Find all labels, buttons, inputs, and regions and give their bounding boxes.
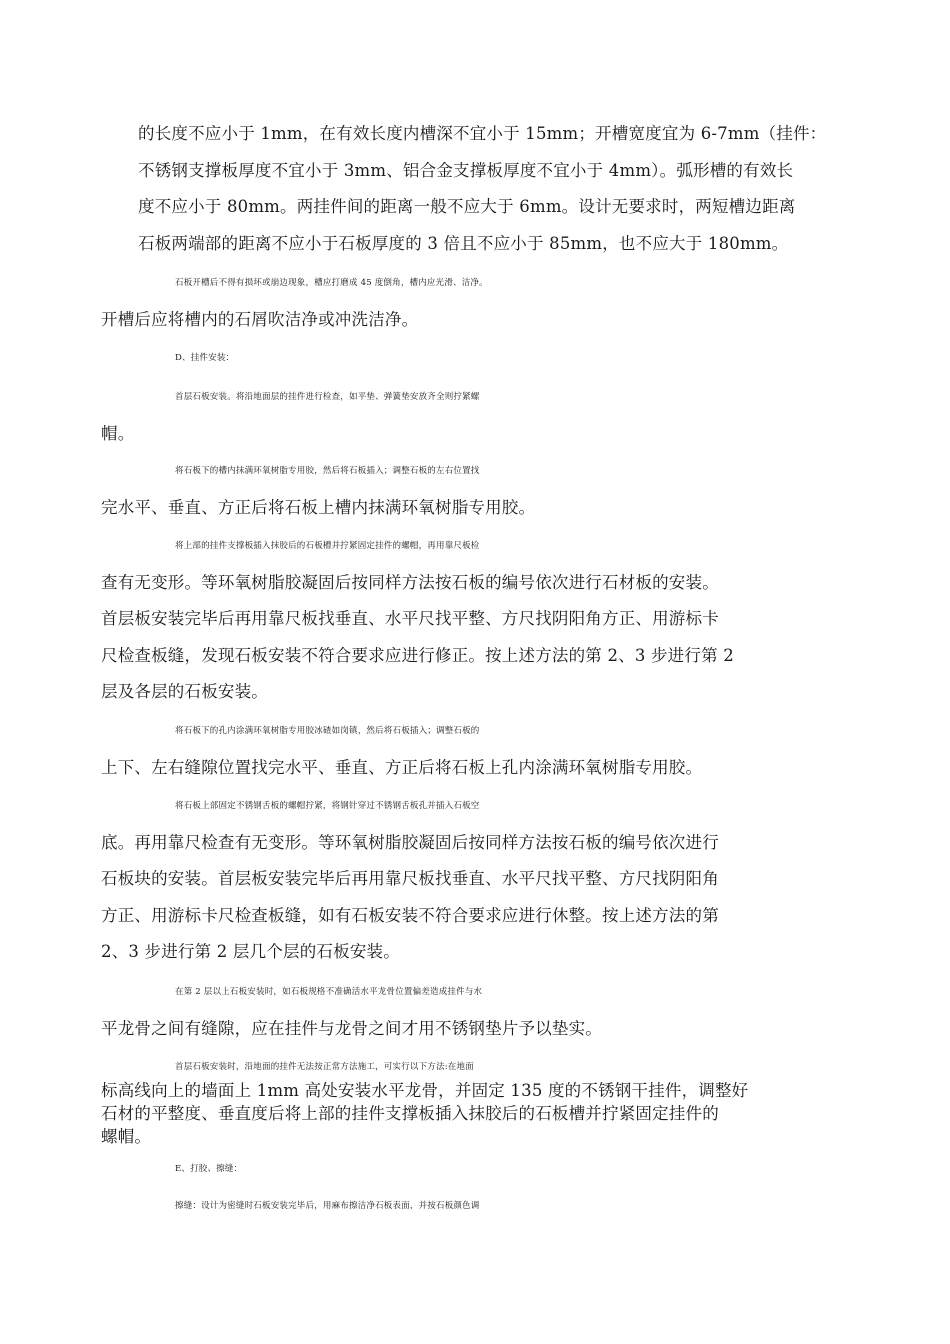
paragraph-hole-glue (101, 713, 828, 786)
text-line: 将石板下的槽内抹满环氧树脂专用胶，然后将石板插入；调整石板的左右位置找 (175, 466, 480, 476)
paragraph-slot-finishing (101, 265, 828, 338)
paragraph-slot-dimensions (138, 116, 828, 262)
text-line: 度不应小于 80mm。两挂件间的距离一般不应大于 6mm。设计无要求时，两短槽边距离 (138, 197, 796, 216)
text-line: 底。再用靠尺检查有无变形。等环氧树脂胶凝固后按同样方法按石板的编号依次进行 (101, 832, 719, 852)
text-line: 尺检查板缝，发现石板安装不符合要求应进行修正。按上述方法的第 2、3 步进行第 2 (101, 645, 734, 665)
text-line: 层及各层的石板安装。 (101, 682, 268, 701)
text-line: 2、3 步进行第 2 层几个层的石板安装。 (101, 942, 400, 961)
text-line: 完水平、垂直、方正后将石板上槽内抹满环氧树脂专用胶。 (101, 497, 536, 517)
paragraph-slot-glue (101, 453, 828, 526)
text-line: 将石板下的孔内涂满环氧树脂专用胶冰碴如岗镇，然后将石板插入；调整石板的 (175, 726, 480, 736)
text-line: 石板两端部的距离不应小于石板厚度的 3 倍且不应小于 85mm，也不应大于 180mm。 (138, 233, 789, 253)
text-line: 螺帽。 (101, 1127, 152, 1146)
text-line: 在第 2 层以上石板安装时，如石板规格不准确活水平龙骨位置偏差造成挂件与水 (175, 987, 483, 997)
paragraph-upper-layers (101, 974, 828, 1047)
text-line: 首层石板安装。将沿地面层的挂件进行检查，如平垫、弹簧垫安放齐全则拧紧螺 (175, 392, 480, 402)
paragraph-first-layer-check (101, 379, 828, 452)
paragraph-support-plate (101, 528, 828, 711)
text-line: 首层石板安装时，沿地面的挂件无法按正常方法施工，可实行以下方法:在地面 (175, 1062, 474, 1072)
text-line: 查有无变形。等环氧树脂胶凝固后按同样方法按石板的编号依次进行石材板的安装。 (101, 572, 719, 592)
text-line: D、挂件安装： (175, 353, 235, 363)
paragraph-joint-wiping (138, 1188, 828, 1225)
text-line: 擦缝：设计为密缝时石板安装完毕后，用麻布擦洁净石板表面，并按石板颜色调 (175, 1201, 480, 1211)
text-line: 开槽后应将槽内的石屑吹洁净或冲洗洁净。 (101, 309, 419, 329)
paragraph-tongue-plate (101, 788, 828, 971)
section-heading-glue-and-joints (138, 1151, 828, 1188)
text-line: 将石板上部固定不锈钢舌板的螺帽拧紧，将钢针穿过不锈钢舌板孔并插入石板空 (175, 801, 480, 811)
text-line: 平龙骨之间有缝隙，应在挂件与龙骨之间才用不锈钢垫片予以垫实。 (101, 1018, 602, 1038)
text-line: 将上部的挂件支撑板插入抹胶后的石板槽并拧紧固定挂件的螺帽，再用靠尺板检 (175, 541, 480, 551)
text-line: 方正、用游标卡尺检查板缝，如有石板安装不符合要求应进行休整。按上述方法的第 (101, 905, 719, 925)
text-line: 不锈钢支撑板厚度不宜小于 3mm、铝合金支撑板厚度不宜小于 4mm）。弧形槽的有效长 (138, 160, 794, 180)
text-line: 帽。 (101, 423, 135, 443)
section-heading-hanger-installation (138, 340, 828, 377)
text-line: 的长度不应小于 1mm，在有效长度内槽深不宜小于 15mm；开槽宽度宜为 6-7mm（挂件： (138, 124, 827, 143)
text-line: E、打胶、擦缝： (175, 1164, 243, 1174)
text-line: 石材的平整度、垂直度后将上部的挂件支撑板插入抹胶后的石板槽并拧紧固定挂件的 (101, 1104, 719, 1123)
text-line: 石板块的安装。首层板安装完毕后再用靠尺板找垂直、水平尺找平整、方尺找阴阳角 (101, 869, 719, 888)
text-line: 标高线向上的墙面上 1mm 高处安装水平龙骨，并固定 135 度的不锈钢干挂件，调整好 (101, 1081, 749, 1100)
paragraph-ground-keel (101, 1056, 828, 1148)
text-line: 上下、左右缝隙位置找完水平、垂直、方正后将石板上孔内涂满环氧树脂专用胶。 (101, 757, 703, 777)
text-line: 首层板安装完毕后再用靠尺板找垂直、水平尺找平整、方尺找阴阳角方正、用游标卡 (101, 609, 719, 628)
text-line: 石板开槽后不得有损坏或崩边现象，槽应打磨成 45 度倒角，槽内应光滑、洁净。 (175, 278, 488, 288)
